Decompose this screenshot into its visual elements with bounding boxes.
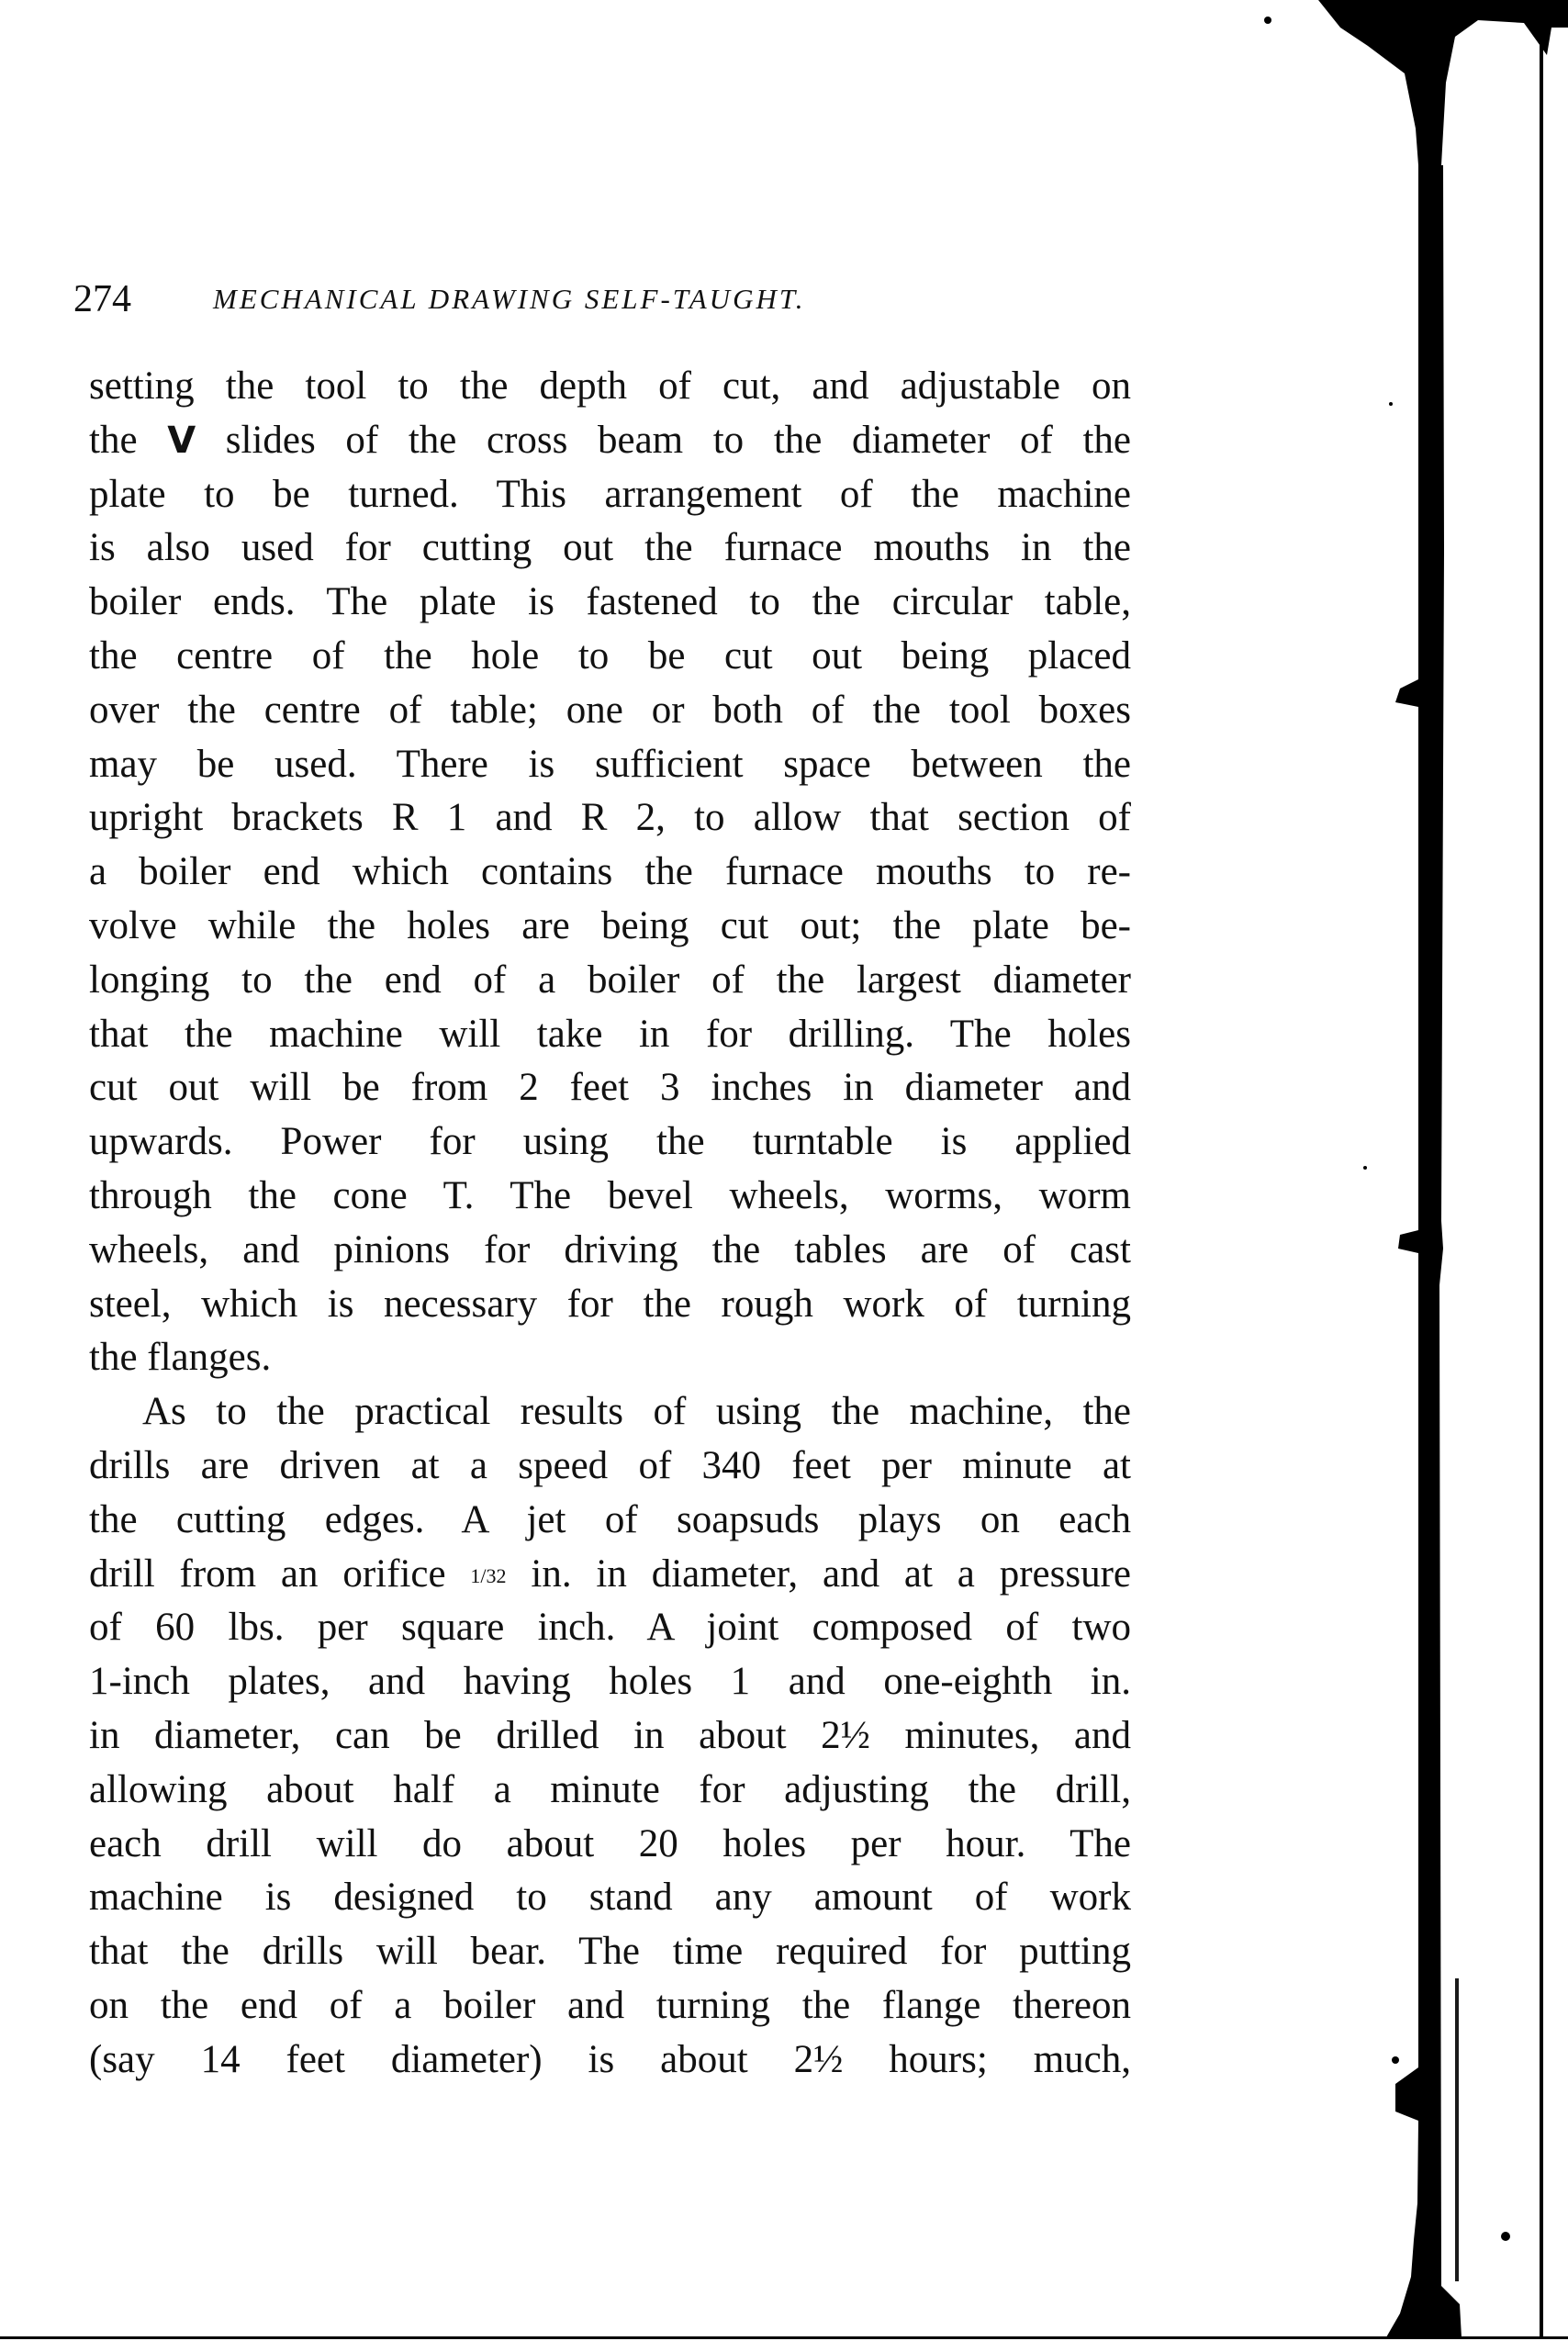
speck [1501, 2232, 1510, 2241]
text-line: plate to be turned. This arrangement of the machine [89, 472, 1131, 516]
text-line: that the machine will take in for drilling. The holes [89, 1012, 1131, 1056]
text-line: may be used. There is sufficient space between the [89, 742, 1131, 786]
binding-thick-bar [1386, 165, 1462, 2337]
binding-inner-line [1455, 1978, 1459, 2281]
speck [1389, 402, 1393, 406]
running-title: MECHANICAL DRAWING SELF-TAUGHT. [213, 283, 806, 315]
text-fragment: the [89, 418, 138, 462]
text-line: wheels, and pinions for driving the tables are of cast [89, 1227, 1131, 1271]
text-line: upwards. Power for using the turntable is applied [89, 1120, 1131, 1164]
speck [1392, 2056, 1399, 2064]
text-line: of 60 lbs. per square inch. A joint composed of two [89, 1606, 1131, 1650]
text-line [89, 414, 1131, 468]
page-bottom-edge [0, 2336, 1568, 2339]
running-header [73, 275, 1175, 330]
text-fragment: in. in diameter, and at a pressure [531, 1551, 1131, 1596]
text-fragment: slides of the cross beam to the diameter of the [225, 418, 1132, 462]
binding-shadow-top [1318, 0, 1568, 165]
text-line: volve while the holes are being cut out; the plate be- [89, 903, 1131, 947]
text-line: longing to the end of a boiler of the largest diameter [89, 958, 1131, 1002]
text-line: through the cone T. The bevel wheels, worms, worm [89, 1173, 1131, 1217]
text-line: boiler ends. The plate is fastened to the circular table, [89, 580, 1131, 624]
text-line: allowing about half a minute for adjusting the drill, [89, 1767, 1131, 1811]
fraction: 1/32 [470, 1563, 507, 1587]
text-line: 1-inch plates, and having holes 1 and one-eighth in. [89, 1660, 1131, 1704]
text-line: in diameter, can be drilled in about 2½ minutes, and [89, 1713, 1131, 1757]
text-line: the flanges. [89, 1336, 272, 1380]
v-slide-symbol: V [167, 419, 196, 462]
speck [1363, 1166, 1367, 1170]
text-line: upright brackets R 1 and R 2, to allow that section of [89, 796, 1131, 840]
text-line: the cutting edges. A jet of soapsuds plays on each [89, 1497, 1131, 1541]
page-number: 274 [73, 278, 131, 320]
binding-thin-line [1540, 28, 1543, 2337]
text-line: steel, which is necessary for the rough work of turning [89, 1282, 1131, 1326]
text-line [89, 1548, 1131, 1602]
text-line: over the centre of table; one or both of the tool boxes [89, 688, 1131, 732]
text-line: (say 14 feet diameter) is about 2½ hours; much, [89, 2037, 1131, 2081]
text-line: on the end of a boiler and turning the flange thereon [89, 1983, 1131, 2027]
text-line: a boiler end which contains the furnace mouths to re- [89, 850, 1131, 894]
text-fragment: drill from an orifice [89, 1551, 446, 1596]
text-line: each drill will do about 20 holes per hour. The [89, 1821, 1131, 1865]
text-line: the centre of the hole to be cut out being placed [89, 633, 1131, 678]
text-line: setting the tool to the depth of cut, and adjustable on [89, 364, 1131, 408]
body-text [89, 360, 1131, 2088]
text-line: that the drills will bear. The time required for putting [89, 1930, 1131, 1974]
text-line: cut out will be from 2 feet 3 inches in diameter and [89, 1066, 1131, 1110]
text-line: machine is designed to stand any amount of work [89, 1876, 1131, 1920]
paragraph-start-line: As to the practical results of using the machine, the [142, 1390, 1131, 1434]
text-line: is also used for cutting out the furnace mouths in the [89, 526, 1131, 570]
text-line: drills are driven at a speed of 340 feet per minute at [89, 1443, 1131, 1487]
speck [1264, 17, 1271, 24]
